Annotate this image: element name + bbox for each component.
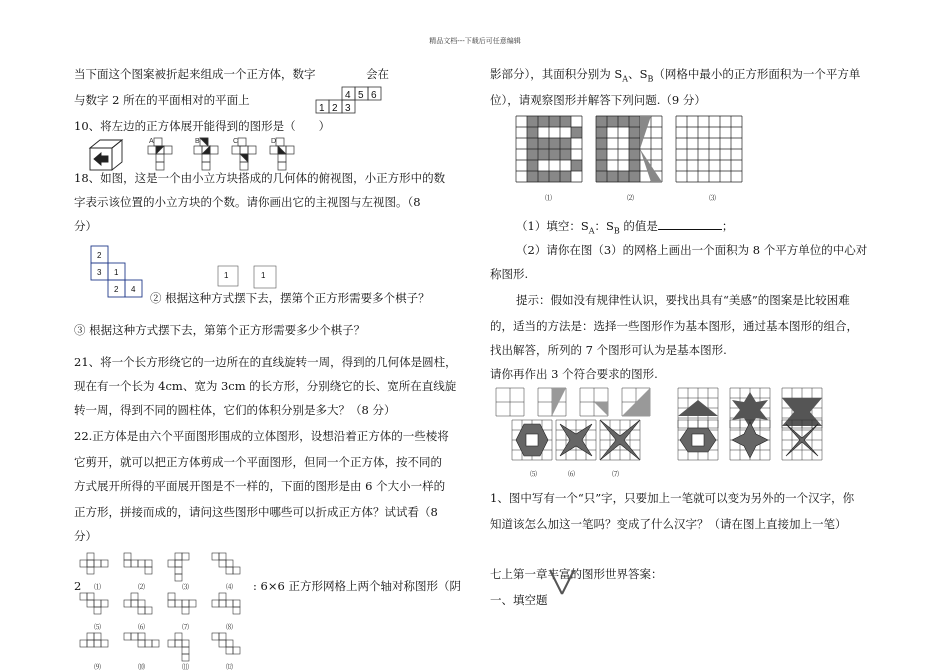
shaded-cell [571,160,582,171]
ask-line: 请你再作出 3 个符合要求的图形. [490,367,658,381]
pattern-grid [512,420,552,460]
q22-line5: 分） [74,529,97,543]
cube-icon [90,140,122,170]
shaded-cell [629,127,640,138]
shaded-cell [629,116,640,127]
net-digit-3: 3 [345,103,351,114]
top-view-digit: 3 [97,268,102,277]
shaded-cell [538,171,549,182]
number-net-figure [316,86,386,116]
shaded-cell [596,160,607,171]
shaded-cell [596,138,607,149]
net-digit-2: 2 [332,103,338,114]
q22-line2: 它剪开，就可以把正方体剪成一个平面图形，但同一个正方体，按不同的 [74,455,442,469]
fold-question-line1a: 当下面这个图案被折起来组成一个正方体，数字 [74,67,316,81]
shaded-cell [527,171,538,182]
pattern-labels [496,468,636,480]
net-label: ⑴ [94,584,101,591]
answer-blank[interactable] [658,218,722,230]
pattern-grid [496,388,524,416]
option-b: B [195,138,200,145]
net-label: ⑵ [138,584,145,591]
grid-label: ⑵ [627,195,634,202]
cube-net [168,633,189,671]
pattern-digit: 1 [261,271,266,280]
shaded-cell [538,116,549,127]
cube-net [80,593,108,631]
q21-line2: 现在有一个长为 4cm、宽为 3cm 的长方形，分别绕它的长、宽所在直线旋 [74,379,457,393]
net-digit-6: 6 [371,90,377,101]
net-label: ⑺ [182,624,189,631]
net-label: ⑶ [182,584,189,591]
q22-line3: 方式展开所得的平面展开图是不一样的，下面的图形是由 6 个大小一样的 [74,479,446,493]
net-digit-5: 5 [358,90,364,101]
net-label: ⑻ [226,624,233,631]
top-view-digit: 1 [114,268,119,277]
pattern-grid [782,420,822,460]
q23-continued-line1: 影部分），其面积分别为 $S_A$、$S_B$（网格中最小的正方形面积为一个平方单 [490,67,861,84]
shaded-cell [549,171,560,182]
fold-question-line2: 与数字 2 所在的平面相对的平面上 [74,93,250,107]
shaded-cell [629,160,640,171]
net-label: ⑹ [138,624,145,631]
shaded-cell [560,149,571,160]
answers-title: 七上第一章丰富的图形世界答案： [490,567,663,581]
shaded-cell [560,116,571,127]
pattern-grid [600,420,640,460]
grid-2 [596,116,662,182]
q22-line4: 正方形，拼接而成的，请问这些图形中哪些可以折成正方体？试试看（8 [74,505,438,519]
shaded-cell [549,116,560,127]
cube-net [124,553,152,591]
shaded-cell [527,149,538,160]
q23-continued-line2: 位），请观察图形并解答下列问题.（9 分） [490,93,706,107]
option-a: A [149,138,154,145]
pattern-grid [730,420,770,460]
shaded-cell [618,116,629,127]
pattern-grid [538,388,566,416]
cube-net [212,633,240,671]
hint-line1: 提示：假如没有规律性认识，要找出具有“美感”的图案是比较困难 [516,293,850,307]
cube-net [212,593,240,631]
cube-nets-figure [80,553,250,672]
shaded-cell [596,127,607,138]
pattern-grid [622,388,650,416]
q10-text: 10、将左边的正方体展开能得到的图形是（ ） [74,119,331,133]
hint-line2: 的，适当的方法是：选择一些图形作为基本图形，通过基本图形的组合， [490,319,858,333]
pattern-figures [496,388,836,470]
shaded-cell [596,171,607,182]
net-label: ⑾ [182,664,189,671]
cube-net [80,553,108,591]
q23-text: : 6×6 正方形网格上两个轴对称图形（阴 [253,579,461,593]
top-view-digit: 2 [114,285,119,294]
q1-line2: 知道该怎么加这一笔吗？变成了什么汉字？（请在图上直接加上一笔） [490,517,847,531]
pattern-label: ⑺ [612,471,619,478]
net-label: ⑼ [94,664,101,671]
cube-net [80,633,108,671]
grid-label: ⑴ [545,195,552,202]
pencil-mark [548,568,578,598]
grid-3 [676,116,742,182]
q21-line3: 转一周，得到不同的圆柱体，它们的体积分别是多大？（8 分） [74,403,396,417]
shaded-cell [527,138,538,149]
pattern-label: ⑹ [568,471,575,478]
cube-net [124,633,159,671]
shaded-cell [560,171,571,182]
hint-line3: 找出解答，所列的 7 个图形可认为是基本图形. [490,343,727,357]
shaded-cell [549,138,560,149]
shaded-cell [527,160,538,171]
shaded-cell [629,138,640,149]
pattern-digit: 1 [224,271,229,280]
grid-1 [516,116,582,182]
answers-section: 一、填空题 [490,593,548,607]
shaded-cell [629,171,640,182]
part2-line1: （2）请你在图（3）的网格上画出一个面积为 8 个平方单位的中心对 [516,243,868,257]
pattern-grid [678,420,718,460]
shaded-cell [549,149,560,160]
q-part2: ② 根据这种方式摆下去，摆第个正方形需要多个棋子？ [150,291,430,305]
shaded-cell [618,171,629,182]
page-header: 精品文档---下载后可任意编辑 [429,37,521,45]
part2-line2: 称图形. [490,267,529,281]
part1-fill-in: （1）填空：$S_A$：$S_B$ 的值是 ； [516,219,734,236]
q21-line1: 21、将一个长方形绕它的一边所在的直线旋转一周，得到的几何体是圆柱， [74,355,457,369]
cube-net [212,553,240,591]
top-view-digit: 4 [131,285,136,294]
top-view-figure [91,246,147,304]
option-d: D [271,138,277,145]
shaded-cell [527,127,538,138]
fold-question-line1b: 会在 [366,67,389,81]
top-view-digit: 2 [97,251,102,260]
shaded-cell [571,127,582,138]
shaded-triangle [640,116,651,149]
q10-figures [88,138,298,174]
net-label: ⑸ [94,624,101,631]
net-digit-1: 1 [319,103,325,114]
shaded-cell [607,116,618,127]
shaded-cell [560,138,571,149]
net-digit-4: 4 [345,90,351,101]
shaded-cell [538,149,549,160]
option-c: C [233,138,239,145]
shaded-cell [538,138,549,149]
q18-line1: 18、如图，这是一个由小立方块搭成的几何体的俯视图，小正方形中的数 [74,171,446,185]
cube-net [168,593,196,631]
q-part3: ③ 根据这种方式摆下去，第第个正方形需要多少个棋子？ [74,323,366,337]
net-label: ⑽ [138,664,145,671]
chess-pattern-figure [218,266,280,292]
shaded-cell [607,171,618,182]
cube-net [124,593,152,631]
shaded-cell [596,116,607,127]
pattern-grid [556,420,596,460]
pattern-label: ⑸ [530,471,537,478]
shaded-cell [596,149,607,160]
net-label: ⑷ [226,584,233,591]
symmetric-grids [516,116,746,204]
q18-line2: 字表示该位置的小立方块的个数。请你画出它的主视图与左视图。（8 [74,195,421,209]
shaded-cell [629,149,640,160]
pattern-grid [580,388,608,416]
shaded-cell [527,116,538,127]
q1-line1: 1、图中写有一个“只”字，只要加上一笔就可以变为另外的一个汉字，你 [490,491,855,505]
net-label: ⑿ [226,664,233,671]
grid-label: ⑶ [709,195,716,202]
cube-net [168,553,189,591]
q23-number: 2 [74,579,82,593]
q18-line3: 分） [74,219,97,233]
q22-line1: 22.正方体是由六个平面图形围成的立体图形，设想沿着正方体的一些棱将 [74,429,449,443]
